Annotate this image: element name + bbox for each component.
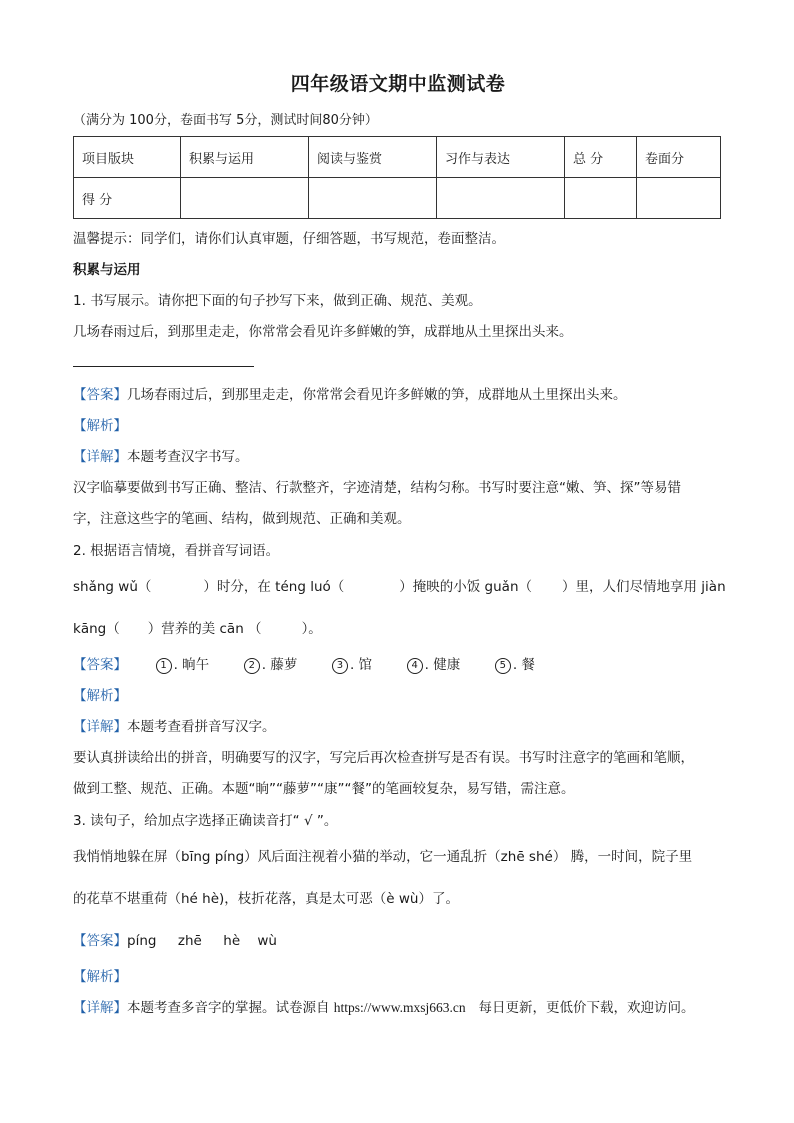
score-cell[interactable] [565,178,637,219]
analysis-label: 【解析】 [73,688,127,704]
circled-number: 4 [407,658,423,674]
q2-prompt: 2. 根据语言情境，看拼音写词语。 [73,543,280,559]
score-row-label: 得 分 [74,178,181,219]
q1-explain-line: 字，注意这些字的笔画、结构，做到规范、正确和美观。 [73,511,411,527]
pinyin-segment: ）。 [301,621,322,637]
score-header-cell: 积累与运用 [181,137,309,178]
answer-item: 1 . 晌午 [156,657,210,673]
q3-sentence-line: 的花草不堪重荷（hé hè)，枝折花落，真是太可恶（è wù）了。 [73,891,459,907]
score-table-header-row [74,137,721,178]
q3-prompt: 3. 读句子，给加点字选择正确读音打“ √ ”。 [73,813,338,829]
score-header-cell: 习作与表达 [437,137,565,178]
answer-item: 3 . 馆 [332,657,372,673]
source-link[interactable]: https://www.mxsj663.cn [333,1000,466,1015]
q2-explain-line: 做到工整、规范、正确。本题“晌”“藤萝”“康”“餐”的笔画较复杂，易写错，需注意。 [73,781,575,797]
answer-label: 【答案】 [73,387,127,403]
score-cell[interactable] [181,178,309,219]
score-table-row [74,178,721,219]
score-header-cell: 项目版块 [74,137,181,178]
score-header-cell: 总 分 [565,137,637,178]
pinyin-segment: ）营养的美 cān （ [147,621,262,637]
q2-pinyin-line [73,575,726,595]
answer-label: 【答案】 [73,933,127,949]
q3-sentence-line: 我悄悄地躲在屏（bīng píng）风后面注视着小猫的举动，它一通乱折（zhē shé） 腾，一时间，院子里 [73,849,693,865]
q2-explain-line: 要认真拼读给出的拼音，明确要写的汉字，写完后再次检查拼写是否有误。书写时注意字的笔画和笔顺， [73,750,694,766]
q3-detail [73,996,695,1016]
analysis-label: 【解析】 [73,418,127,434]
q1-prompt: 1. 书写展示。请你把下面的句子抄写下来，做到正确、规范、美观。 [73,293,482,309]
detail-label: 【详解】 [73,1000,127,1016]
pinyin-segment: ）掩映的小饭 guǎn（ [399,579,533,595]
section-title: 积累与运用 [73,262,141,278]
pinyin-segment: ）里，人们尽情地享用 jiàn [562,579,726,595]
exam-subtitle: （满分为 100分，卷面书写 5分，测试时间80分钟） [73,113,378,128]
q1-answer-blank[interactable] [73,366,254,367]
detail-label: 【详解】 [73,449,127,465]
tip-text: 温馨提示：同学们，请你们认真审题，仔细答题，书写规范，卷面整洁。 [73,231,505,247]
q1-explain-line: 汉字临摹要做到书写正确、整洁、行款整齐，字迹清楚，结构匀称。书写时要注意“嫩、笋、探”等易错 [73,480,681,496]
q1-answer [73,383,627,403]
circled-number: 1 [156,658,172,674]
answer-item: 2 . 藤萝 [244,657,298,673]
q1-detail [73,445,249,465]
page-title: 四年级语文期中监测试卷 [290,73,506,95]
answer-text: 几场春雨过后，到那里走走，你常常会看见许多鲜嫩的笋，成群地从土里探出头来。 [127,387,627,403]
answer-item: 4 . 健康 [407,657,461,673]
score-header-cell: 阅读与鉴赏 [309,137,437,178]
score-header-cell: 卷面分 [637,137,721,178]
analysis-label: 【解析】 [73,969,127,985]
q1-sentence: 几场春雨过后，到那里走走，你常常会看见许多鲜嫩的笋，成群地从土里探出头来。 [73,324,573,340]
q2-answer [73,653,535,674]
detail-text: 本题考查看拼音写汉字。 [127,719,276,735]
pinyin-segment: shǎng wǔ（ [73,579,152,595]
detail-text: 每日更新，更低价下载，欢迎访问。 [465,1000,695,1016]
answer-item: 5 . 餐 [495,657,535,673]
score-table [73,136,721,219]
detail-text: 本题考查多音字的掌握。试卷源自 [127,1000,334,1016]
q2-detail [73,715,276,735]
score-cell[interactable] [637,178,721,219]
q3-answer [73,929,277,949]
circled-number: 2 [244,658,260,674]
score-cell[interactable] [309,178,437,219]
pinyin-segment: ）时分，在 téng luó（ [203,579,345,595]
answer-text: píng zhē hè wù [127,933,277,949]
detail-text: 本题考查汉字书写。 [127,449,249,465]
score-cell[interactable] [437,178,565,219]
circled-number: 5 [495,658,511,674]
detail-label: 【详解】 [73,719,127,735]
q2-pinyin-line [73,617,322,637]
circled-number: 3 [332,658,348,674]
answer-label: 【答案】 [73,657,127,673]
pinyin-segment: kāng（ [73,621,120,637]
